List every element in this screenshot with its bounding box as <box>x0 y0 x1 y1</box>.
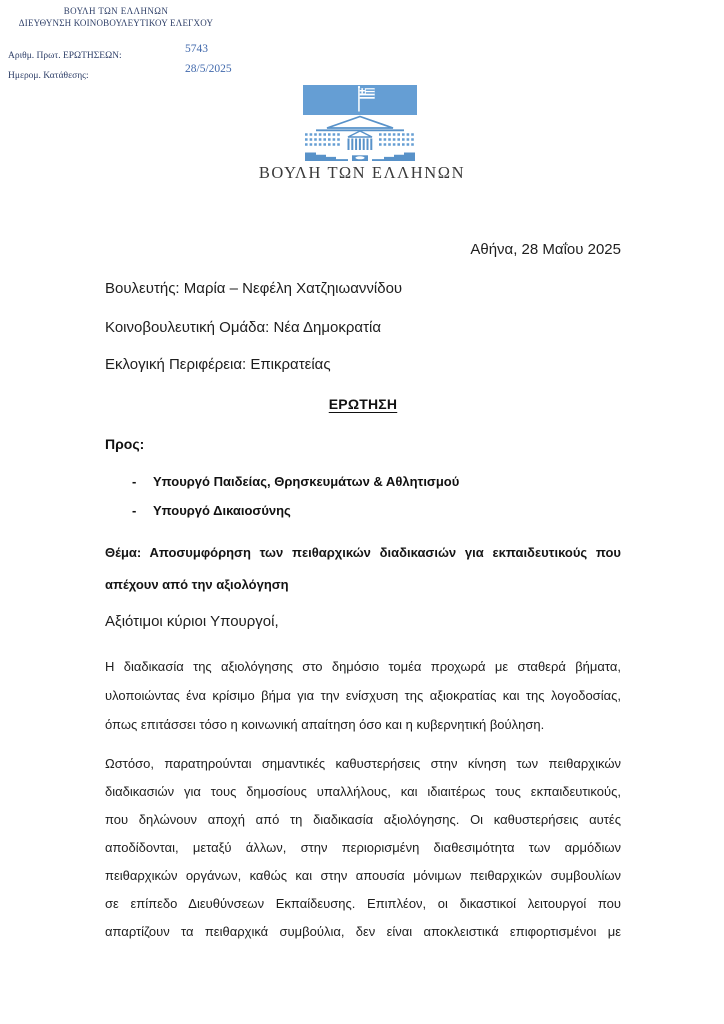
paragraph-line: Ωστόσο, παρατηρούνται σημαντικές καθυστερήσεις στην κίνηση των πειθαρχικών <box>105 756 621 771</box>
letterhead-org-department: ΔΙΕΥΘΥΝΣΗ ΚΟΙΝΟΒΟΥΛΕΥΤΙΚΟΥ ΕΛΕΓΧΟΥ <box>18 18 214 28</box>
protocol-number-row <box>8 45 308 63</box>
recipient-item <box>105 474 621 489</box>
paragraph-line: Η διαδικασία της αξιολόγησης στο δημόσιο τομέα προχωρά με σταθερά βήματα, <box>105 659 621 674</box>
filing-date-row <box>8 65 308 83</box>
recipient-text: Υπουργό Παιδείας, Θρησκευμάτων & Αθλητισμού <box>153 474 460 489</box>
subject-line: Θέμα: Αποσυμφόρηση των πειθαρχικών διαδικασιών για εκπαιδευτικούς που <box>105 545 621 560</box>
mp-name-line: Βουλευτής: Μαρία – Νεφέλη Χατζηιωαννίδου <box>105 280 403 297</box>
paragraph-line: απαρτίζουν τα πειθαρχικά συμβούλια, δεν είναι αποκλειστικά επιφορτισμένοι με <box>105 924 621 939</box>
parliament-building-icon <box>302 85 418 161</box>
body-paragraph-2 <box>105 750 621 946</box>
parliamentary-group-line: Κοινοβουλευτική Ομάδα: Νέα Δημοκρατία <box>105 319 382 336</box>
protocol-number-value: 5743 <box>185 43 208 55</box>
paragraph-line: αποδίδονται, μεταξύ άλλων, στην περιορισμένη διαθεσιμότητα των αρμόδιων <box>105 840 621 855</box>
paragraph-line: διαδικασιών για τους δημοσίους υπαλλήλους, και ιδιαιτέρως τους εκπαιδευτικούς, <box>105 784 621 799</box>
paragraph-line: υλοποιώντας ένα κρίσιμο βήμα για την ενίσχυση της αξιοκρατίας και της λογοδοσίας, <box>105 688 621 703</box>
subject-line: απέχουν από την αξιολόγηση <box>105 577 289 592</box>
body-paragraph-1 <box>105 652 621 739</box>
document-type-heading: ΕΡΩΤΗΣΗ <box>328 396 398 412</box>
subject-paragraph <box>105 537 621 601</box>
place-date: Αθήνα, 28 Μαΐου 2025 <box>470 241 621 258</box>
recipient-item <box>105 503 621 518</box>
recipient-text: Υπουργό Δικαιοσύνης <box>153 503 291 518</box>
paragraph-line: πειθαρχικών οργάνων, καθώς και στην απουσία μόνιμων πειθαρχικών συμβουλίων <box>105 868 621 883</box>
parliament-logo <box>302 85 418 161</box>
letterhead-org-name: ΒΟΥΛΗ ΤΩΝ ΕΛΛΗΝΩΝ <box>63 6 169 16</box>
bullet-dash: - <box>132 503 137 518</box>
filing-date-value: 28/5/2025 <box>185 63 232 75</box>
filing-date-label: Ημερομ. Κατάθεσης: <box>8 71 89 81</box>
letterhead-org-block <box>6 6 226 28</box>
recipients-label: Προς: <box>105 436 145 452</box>
electoral-district-line: Εκλογική Περιφέρεια: Επικρατείας <box>105 356 331 373</box>
bullet-dash: - <box>132 474 137 489</box>
protocol-number-label: Αριθμ. Πρωτ. ΕΡΩΤΗΣΕΩΝ: <box>8 51 122 61</box>
salutation: Αξιότιμοι κύριοι Υπουργοί, <box>105 613 279 630</box>
paragraph-line: που δηλώνουν αποχή από τη διαδικασία αξιολόγησης. Οι καθυστερήσεις αυτές <box>105 812 621 827</box>
logo-caption: ΒΟΥΛΗ ΤΩΝ ΕΛΛΗΝΩΝ <box>258 163 466 182</box>
paragraph-line: σε επίπεδο Διευθύνσεων Εκπαίδευσης. Επιπλέον, οι δικαστικοί λειτουργοί που <box>105 896 621 911</box>
paragraph-line: όπως επιτάσσει τόσο η κοινωνική απαίτηση όσο και η κυβερνητική βούληση. <box>105 717 545 732</box>
